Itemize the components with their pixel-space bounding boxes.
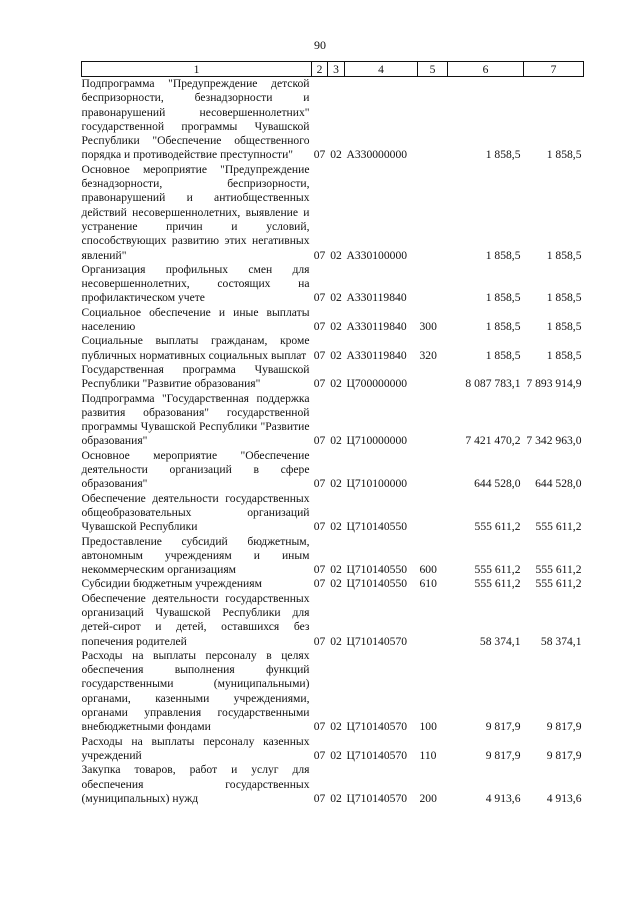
subsection-code: 02 (330, 477, 342, 491)
header-cell: 2 (312, 62, 328, 77)
expense-type-code (418, 363, 448, 392)
target-article-code: А330100000 (346, 248, 408, 262)
header-row (82, 62, 584, 77)
amount-col6: 1 858,5 (485, 248, 521, 262)
amount-col7: 9 817,9 (546, 720, 582, 734)
row-name: Предоставление субсидий бюджетным, автономным учреждениям и иным некоммерческим организациям (81, 534, 310, 577)
amount-col6: 4 913,6 (485, 791, 521, 805)
header-cell: 7 (524, 62, 584, 77)
header-cell: 6 (448, 62, 524, 77)
table-row (82, 363, 584, 392)
table-row (82, 77, 584, 163)
section-code: 07 (313, 563, 326, 577)
target-article-code: Ц710140550 (346, 520, 408, 534)
budget-table (81, 61, 584, 806)
target-article-code: Ц710140570 (346, 634, 408, 648)
section-code: 07 (313, 634, 326, 648)
section-code: 07 (313, 320, 326, 334)
section-code: 07 (313, 248, 326, 262)
row-name: Социальные выплаты гражданам, кроме публичных нормативных социальных выплат (81, 334, 310, 362)
expense-type-code: 600 (419, 563, 437, 577)
target-article-code: А330119840 (346, 320, 407, 334)
page-number: 90 (314, 38, 326, 52)
header-cell: 1 (82, 62, 312, 77)
target-article-code: Ц710100000 (346, 477, 408, 491)
expense-type-code: 100 (419, 720, 437, 734)
expense-type-code (418, 449, 448, 492)
subsection-code: 02 (330, 377, 342, 391)
amount-col7: 555 611,2 (535, 563, 582, 577)
subsection-code: 02 (330, 148, 342, 162)
subsection-code: 02 (330, 291, 342, 305)
subsection-code: 02 (330, 520, 342, 534)
target-article-code: Ц710140550 (346, 563, 408, 577)
amount-col7: 4 913,6 (546, 791, 582, 805)
table-row (82, 535, 584, 578)
subsection-code: 02 (330, 577, 342, 591)
amount-col6: 9 817,9 (485, 720, 521, 734)
amount-col6: 9 817,9 (485, 748, 521, 762)
row-name: Субсидии бюджетным учреждениям (81, 577, 262, 591)
subsection-code: 02 (330, 563, 342, 577)
section-code: 07 (313, 148, 326, 162)
amount-col6: 7 421 470,2 (465, 434, 521, 448)
amount-col6: 1 858,5 (485, 291, 521, 305)
row-name: Организация профильных смен для несовершеннолетних, состоящих на профилактическом учете (81, 262, 310, 305)
amount-col7: 9 817,9 (546, 748, 582, 762)
expense-type-code (418, 492, 448, 535)
row-name: Социальное обеспечение и иные выплаты населению (81, 305, 310, 334)
subsection-code: 02 (330, 320, 342, 334)
amount-col6: 8 087 783,1 (465, 377, 521, 391)
amount-col6: 644 528,0 (474, 477, 521, 491)
section-code: 07 (313, 348, 326, 362)
target-article-code: Ц710140550 (346, 577, 408, 591)
amount-col6: 1 858,5 (485, 320, 521, 334)
target-article-code: А330119840 (346, 291, 407, 305)
expense-type-code (418, 592, 448, 649)
section-code: 07 (313, 577, 326, 591)
subsection-code: 02 (330, 720, 342, 734)
table-row (82, 263, 584, 306)
target-article-code: Ц710000000 (346, 434, 408, 448)
row-name: Основное мероприятие "Обеспечение деятельности организаций в сфере образования" (81, 448, 310, 491)
table-body (82, 77, 584, 807)
expense-type-code (418, 392, 448, 449)
subsection-code: 02 (330, 348, 342, 362)
row-name: Обеспечение деятельности государственных организаций Чувашской Республики для детей-сирот и детей, оставшихся без попечения родителей (81, 591, 310, 648)
section-code: 07 (313, 748, 326, 762)
expense-type-code (418, 163, 448, 263)
amount-col6: 555 611,2 (474, 563, 521, 577)
section-code: 07 (313, 291, 326, 305)
row-name: Основное мероприятие "Предупреждение безнадзорности, беспризорности, правонарушений и антиобщественных действий несовершеннолетних, выявление и устранение причин и условий, способствующих развитию этих негативных явлений" (81, 162, 310, 262)
table-row (82, 735, 584, 764)
amount-col6: 58 374,1 (479, 634, 521, 648)
row-name: Подпрограмма "Государственная поддержка развития образования" государственной программы Чувашской Республики "Развитие образования" (81, 391, 310, 448)
subsection-code: 02 (330, 248, 342, 262)
amount-col7: 7 893 914,9 (526, 377, 582, 391)
amount-col6: 1 858,5 (485, 148, 521, 162)
amount-col7: 1 858,5 (546, 248, 582, 262)
subsection-code: 02 (330, 748, 342, 762)
expense-type-code: 110 (419, 748, 437, 762)
table-row (82, 306, 584, 335)
amount-col6: 555 611,2 (474, 520, 521, 534)
target-article-code: Ц710140570 (346, 720, 408, 734)
amount-col7: 644 528,0 (535, 477, 582, 491)
header-cell: 4 (345, 62, 418, 77)
amount-col7: 1 858,5 (546, 291, 582, 305)
header-cell: 3 (328, 62, 345, 77)
section-code: 07 (313, 434, 326, 448)
table-row (82, 592, 584, 649)
table-row (82, 763, 584, 806)
row-name: Государственная программа Чувашской Республики "Развитие образования" (81, 362, 310, 391)
table-row (82, 649, 584, 735)
target-article-code: Ц710140570 (346, 748, 408, 762)
table-row (82, 449, 584, 492)
row-name: Подпрограмма "Предупреждение детской беспризорности, безнадзорности и правонарушений несовершеннолетних" государственной программы Чувашской Республики "Обеспечение общественного порядка и противодействие преступности" (81, 77, 310, 162)
section-code: 07 (313, 477, 326, 491)
section-code: 07 (313, 791, 326, 805)
subsection-code: 02 (330, 434, 342, 448)
amount-col7: 1 858,5 (546, 320, 582, 334)
section-code: 07 (313, 520, 326, 534)
table-row (82, 577, 584, 591)
table-row (82, 334, 584, 363)
expense-type-code: 320 (419, 348, 437, 362)
row-name: Закупка товаров, работ и услуг для обеспечения государственных (муниципальных) нужд (81, 763, 310, 805)
subsection-code: 02 (330, 634, 342, 648)
row-name: Расходы на выплаты персоналу в целях обеспечения выполнения функций государственными (муниципальными) органами, казенными учреждениями, органами управления государственными внебюджетными фондами (81, 648, 310, 734)
table-row (82, 492, 584, 535)
amount-col7: 1 858,5 (546, 148, 582, 162)
amount-col7: 1 858,5 (546, 348, 582, 362)
expense-type-code (418, 77, 448, 163)
target-article-code: Ц710140570 (346, 791, 408, 805)
target-article-code: Ц700000000 (346, 377, 408, 391)
expense-type-code: 610 (419, 577, 437, 591)
subsection-code: 02 (330, 791, 342, 805)
section-code: 07 (313, 720, 326, 734)
section-code: 07 (313, 377, 326, 391)
row-name: Обеспечение деятельности государственных общеобразовательных организаций Чувашской Республики (81, 491, 310, 534)
table-row (82, 392, 584, 449)
amount-col7: 555 611,2 (535, 520, 582, 534)
target-article-code: А330000000 (346, 148, 408, 162)
expense-type-code: 200 (419, 791, 437, 805)
amount-col7: 555 611,2 (535, 577, 582, 591)
expense-type-code (418, 263, 448, 306)
header-cell: 5 (418, 62, 448, 77)
target-article-code: А330119840 (346, 348, 407, 362)
row-name: Расходы на выплаты персоналу казенных учреждений (81, 734, 310, 762)
amount-col7: 7 342 963,0 (526, 434, 582, 448)
amount-col6: 555 611,2 (474, 577, 521, 591)
amount-col7: 58 374,1 (540, 634, 582, 648)
expense-type-code: 300 (419, 320, 437, 334)
table-row (82, 163, 584, 263)
amount-col6: 1 858,5 (485, 348, 521, 362)
